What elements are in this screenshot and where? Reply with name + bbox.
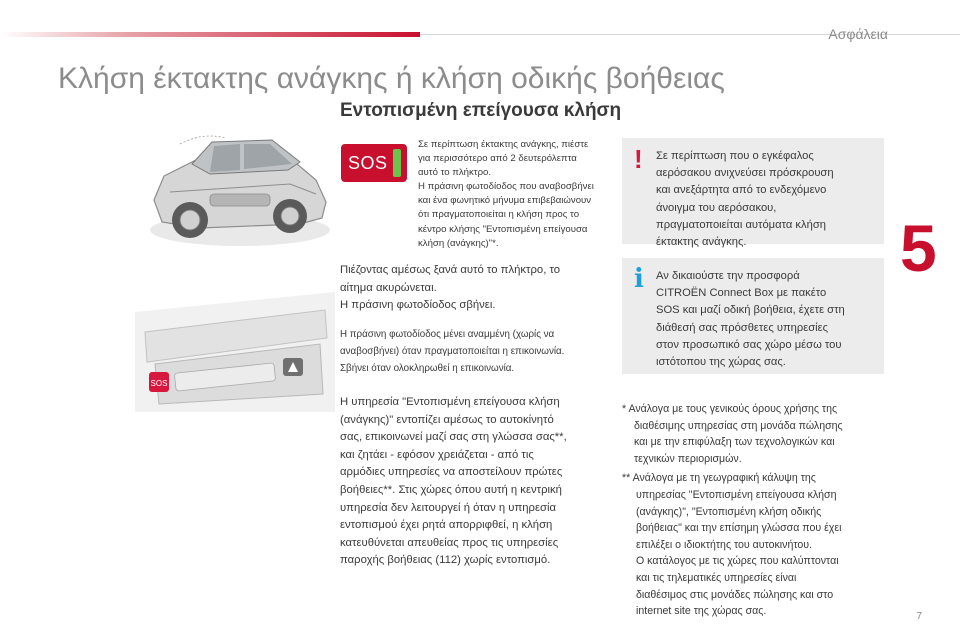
green-led-indicator	[393, 149, 401, 177]
footnote-2: ** Ανάλογα με τη γεωγραφική κάλυψη της υπηρεσίας "Εντοπισμένη επείγουσα κλήση (ανάγκης)", "Εντοπισμένη κλήση οδικής βοήθειας" και την επίσημη γλώσσα που έχει επιλέξει ο ιδιοκτήτης του αυτοκινήτου. Ο κατάλογος με τις χώρες που καλύπτονται και τις τηλεματικές υπηρεσίες είναι διαθέσιμος στις μονάδες πώλησης και στο internet site της χώρας σας.	[622, 472, 842, 618]
page-title: Κλήση έκτακτης ανάγκης ή κλήση οδικής βοήθειας	[58, 62, 725, 95]
service-paragraph: Η υπηρεσία "Εντοπισμένη επείγουσα κλήση (ανάγκης)" εντοπίζει αμέσως το αυτοκίνητό σας, επικοινωνεί μαζί σας στη γλώσσα σας**, και ζητάει - εφόσον χρειάζεται - από τις αρμόδιες υπηρεσίες να αποστείλουν πρώτες βοήθειες**. Στις χώρες όπου αυτή η κεντρική υπηρεσία δεν λειτουργεί ή όταν η υπηρεσία εντοπισμού έχει ρητά απορριφθεί, η κλήση κατευθύνεται απευθείας προς τις υπηρεσίες παροχής βοήθειας (112) χωρίς εντοπισμό.	[340, 396, 567, 567]
page-number: 7	[916, 611, 922, 622]
sos-button[interactable]	[341, 144, 407, 182]
svg-text:SOS: SOS	[150, 379, 168, 388]
exclamation-icon: !	[634, 144, 643, 174]
warning-box: ! Σε περίπτωση που ο εγκέφαλος αερόσακου ανιχνεύσει πρόσκρουση και ανεξάρτητα από το ενδεχόμενο άνοιγμα του αερόσακου, πραγματοποιείται αυτόματα κλήση έκτακτης ανάγκης.	[622, 138, 884, 244]
footnotes	[622, 401, 884, 620]
info-box: i Αν δικαιούστε την προσφορά CITROËN Connect Box με πακέτο SOS και μαζί οδική βοήθεια, έχετε στη διάθεσή σας πρόσθετες υπηρεσίες στον προσωπικό σας χώρο μέσω του ιστότοπου της χώρας σας.	[622, 258, 884, 374]
ceiling-console-illustration	[135, 292, 335, 412]
footnote-1: * Ανάλογα με τους γενικούς όρους χρήσης της διαθέσιμης υπηρεσίας στη μονάδα πώλησης και με την επιφύλαξη των τεχνολογικών και τεχνικών περιορισμών.	[622, 403, 843, 465]
section-label: Ασφάλεια	[828, 26, 888, 42]
info-icon: i	[634, 264, 644, 294]
section-subtitle: Εντοπισμένη επείγουσα κλήση	[340, 100, 622, 121]
header-accent-bar	[0, 32, 420, 37]
car-illustration	[140, 122, 335, 252]
sos-label: SOS	[348, 152, 388, 173]
chapter-number: 5	[900, 211, 937, 285]
cancel-paragraph: Πιέζοντας αμέσως ξανά αυτό το πλήκτρο, το αίτημα ακυρώνεται. Η πράσινη φωτοδίοδος σβήνει.	[340, 264, 561, 312]
sos-instructions: Σε περίπτωση έκτακτης ανάγκης, πιέστε για περισσότερο από 2 δευτερόλεπτα αυτό το πλήκτρο. Η πράσινη φωτοδίοδος που αναβοσβήνει και ένα φωνητικό μήνυμα επιβεβαιώνουν ότι πραγματοποιείται η κλήση προς το κέντρο κλήσης "Εντοπισμένη επείγουσα κλήση (ανάγκης)"*.	[418, 139, 594, 249]
led-paragraph: Η πράσινη φωτοδίοδος μένει αναμμένη (χωρίς να αναβοσβήνει) όταν πραγματοποιείται η επικοινωνία. Σβήνει όταν ολοκληρωθεί η επικοινωνία.	[340, 329, 565, 374]
